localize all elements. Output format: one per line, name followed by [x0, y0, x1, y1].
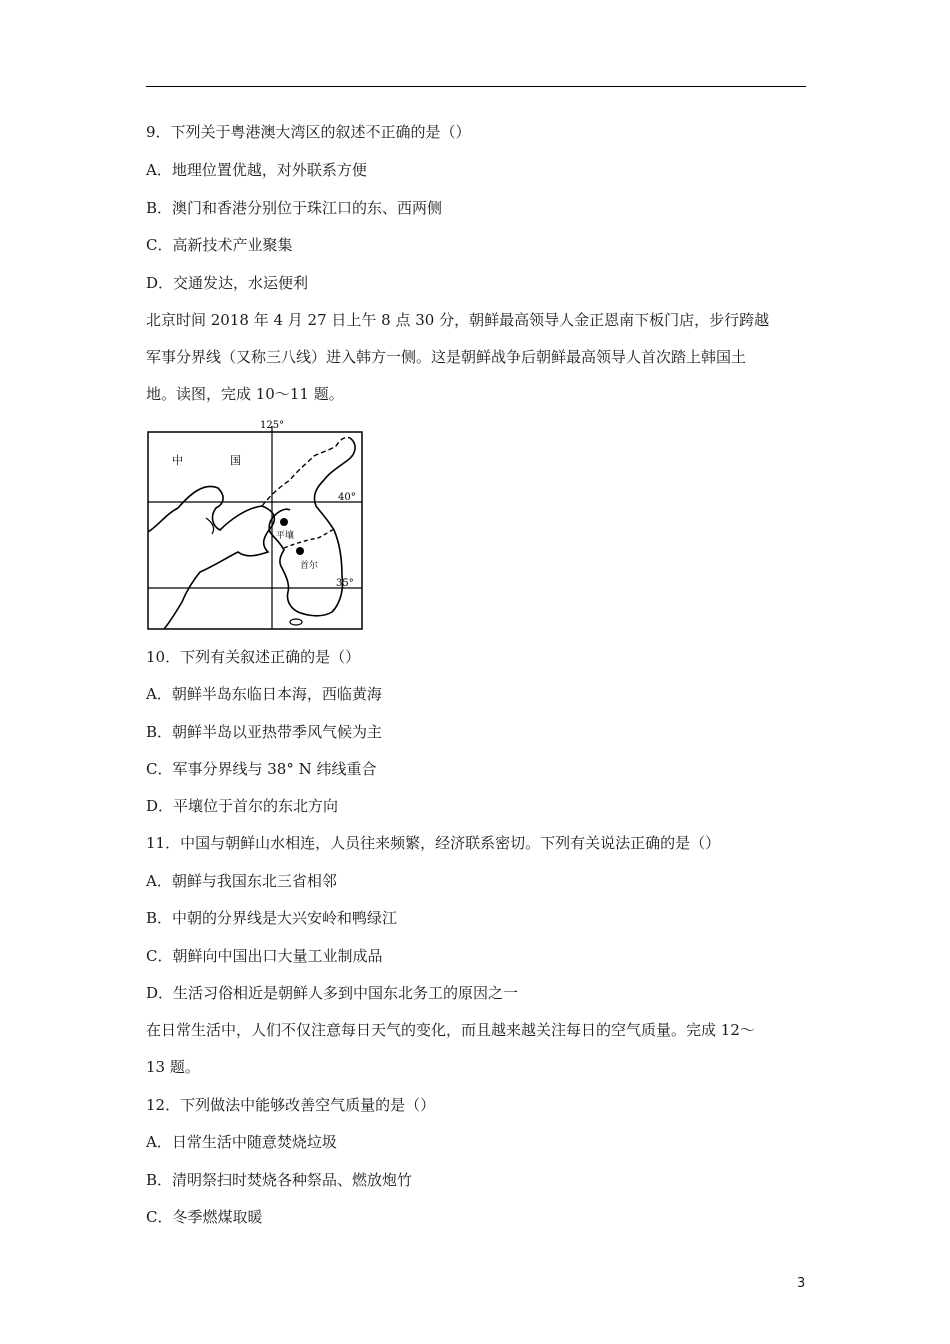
passage1-line1: 北京时间 2018 年 4 月 27 日上午 8 点 30 分，朝鲜最高领导人金正恩南下板门店，步行跨越 — [146, 311, 770, 329]
jeju-island — [290, 619, 302, 625]
q10-option-b: B．朝鲜半岛以亚热带季风气候为主 — [146, 723, 383, 741]
q12-option-c: C．冬季燃煤取暖 — [146, 1208, 263, 1226]
label-40: 40° — [338, 492, 356, 503]
passage2-line1: 在日常生活中，人们不仅注意每日天气的变化，而且越来越关注每日的空气质量。完成 12～ — [146, 1021, 755, 1039]
korea-coastline — [269, 438, 355, 616]
q9-option-b: B．澳门和香港分别位于珠江口的东、西两侧 — [146, 199, 443, 217]
pyongyang-marker — [280, 518, 288, 526]
passage1-line2: 军事分界线（又称三八线）进入韩方一侧。这是朝鲜战争后朝鲜最高领导人首次踏上韩国土 — [146, 348, 747, 366]
q11-stem: 11．中国与朝鲜山水相连，人员往来频繁，经济联系密切。下列有关说法正确的是（） — [146, 834, 721, 852]
china-korea-border — [262, 437, 350, 506]
label-125: 125° — [260, 420, 285, 431]
korea-peninsula-map — [146, 416, 366, 632]
label-china-2: 国 — [230, 454, 241, 467]
q11-option-d: D．生活习俗相近是朝鲜人多到中国东北务工的原因之一 — [146, 984, 519, 1002]
q11-option-b: B．中朝的分界线是大兴安岭和鸭绿江 — [146, 909, 398, 927]
label-seoul: 首尔 — [300, 561, 319, 571]
q10-option-a: A．朝鲜半岛东临日本海，西临黄海 — [146, 685, 382, 703]
page-number: 3 — [797, 1276, 806, 1291]
q9-option-c: C．高新技术产业聚集 — [146, 236, 293, 254]
q9-option-d: D．交通发达，水运便利 — [146, 274, 309, 292]
q9-option-a: A．地理位置优越，对外联系方便 — [146, 161, 367, 179]
q11-option-c: C．朝鲜向中国出口大量工业制成品 — [146, 947, 383, 965]
passage1-line3: 地。读图，完成 10～11 题。 — [146, 385, 344, 403]
q11-option-a: A．朝鲜与我国东北三省相邻 — [146, 872, 337, 890]
china-coastline — [148, 486, 274, 629]
label-china-1: 中 — [172, 454, 183, 467]
label-pyongyang: 平壤 — [276, 531, 295, 541]
label-35: 35° — [336, 578, 354, 589]
q10-stem: 10．下列有关叙述正确的是（） — [146, 648, 361, 666]
q12-option-b: B．清明祭扫时焚烧各种祭品、燃放炮竹 — [146, 1171, 413, 1189]
q9-stem: 9．下列关于粤港澳大湾区的叙述不正确的是（） — [146, 123, 471, 141]
header-rule — [146, 86, 806, 87]
q10-option-c: C．军事分界线与 38° N 纬线重合 — [146, 760, 377, 778]
seoul-marker — [296, 547, 304, 555]
q12-option-a: A．日常生活中随意焚烧垃圾 — [146, 1133, 337, 1151]
q12-stem: 12．下列做法中能够改善空气质量的是（） — [146, 1096, 436, 1114]
q10-option-d: D．平壤位于首尔的东北方向 — [146, 797, 339, 815]
passage2-line2: 13 题。 — [146, 1058, 200, 1076]
